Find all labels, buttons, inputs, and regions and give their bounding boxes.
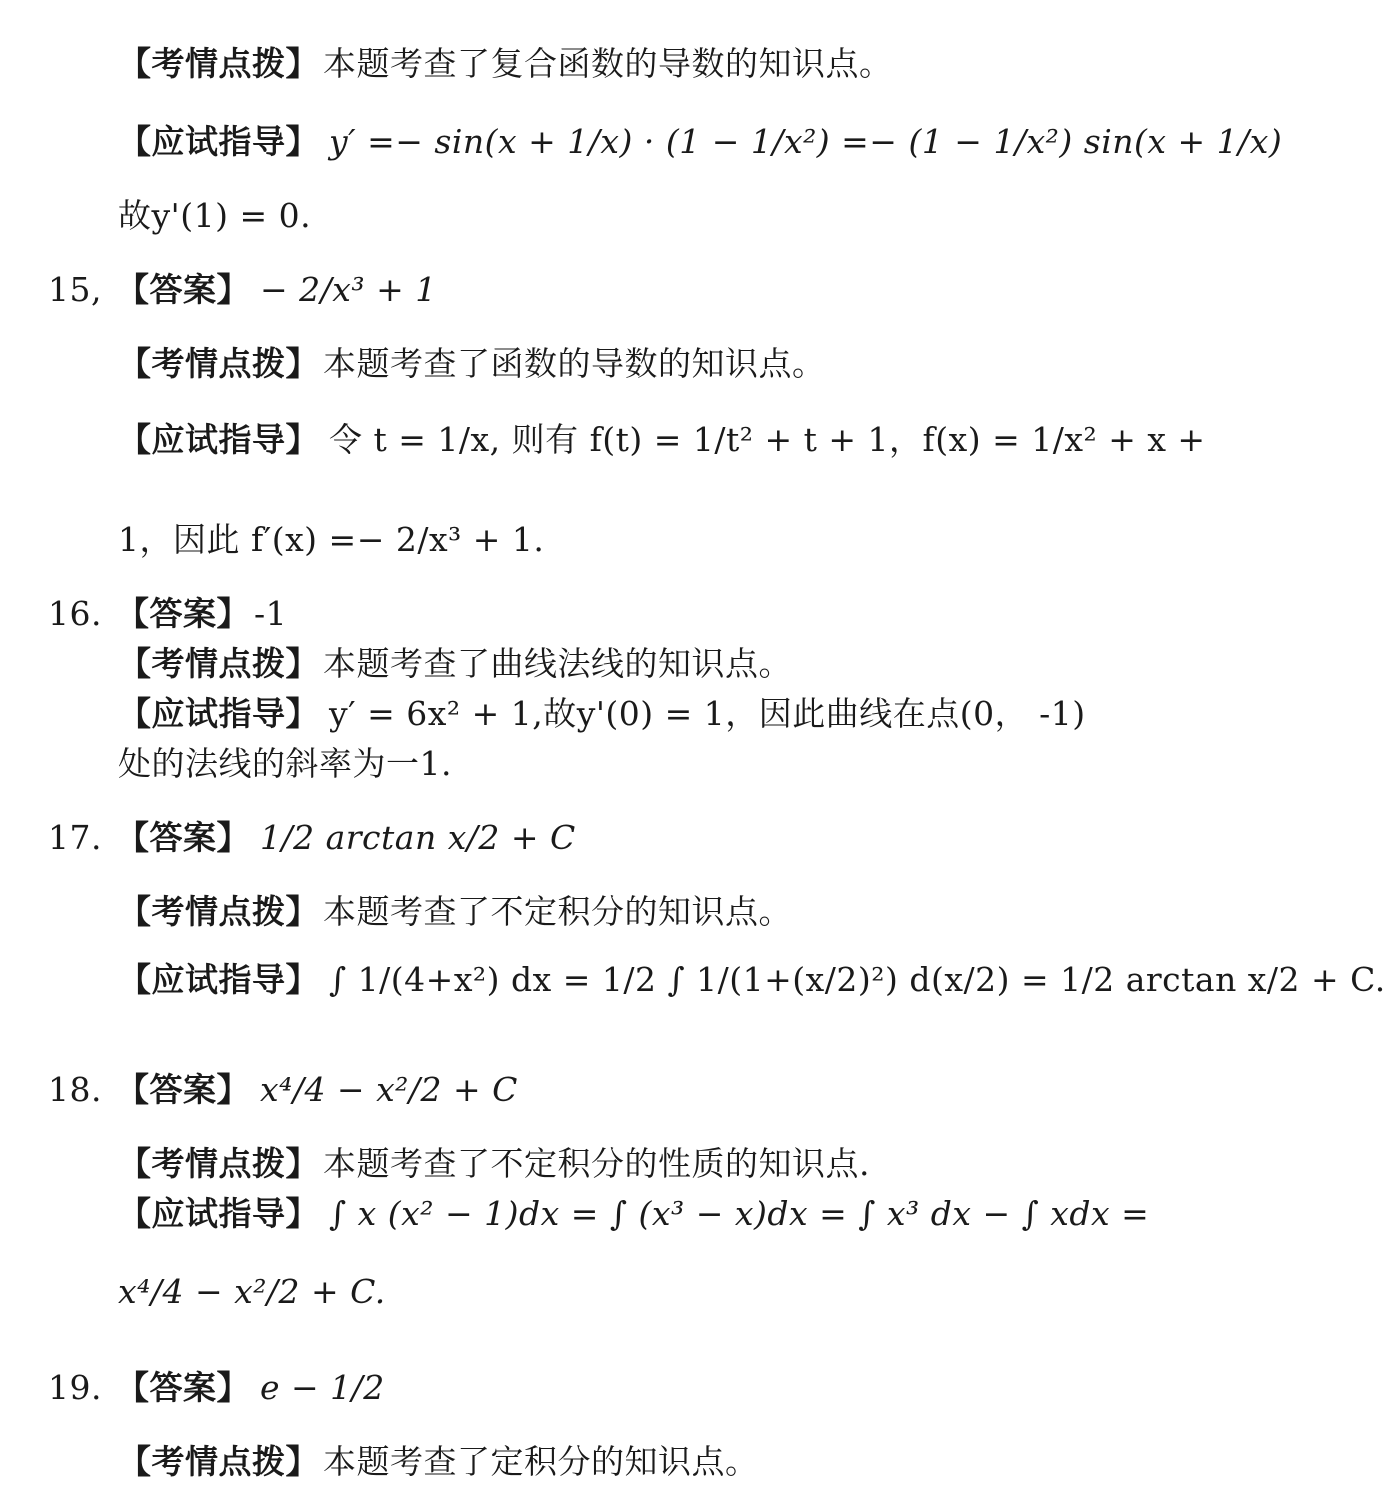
q16-yingshi-tag: 【应试指导】 — [118, 694, 319, 733]
q18-answer-math: x⁴/4 − x²/2 + C — [259, 1070, 518, 1109]
q15-kaoqing-line — [118, 344, 826, 384]
q18-yingshi-line — [118, 1194, 1149, 1234]
q14-yingshi-math: y′ =− sin(x + 1/x) · (1 − 1/x²) =− (1 − 1/x²) sin(x + 1/x) — [329, 122, 1283, 161]
q18-yingshi-tag: 【应试指导】 — [118, 1194, 319, 1233]
q14-kaoqing-tag: 【考情点拨】 — [118, 44, 319, 83]
q17-yingshi-math: ∫ 1/(4+x²) dx = 1/2 ∫ 1/(1+(x/2)²) d(x/2) = 1/2 arctan x/2 + C. — [329, 960, 1386, 999]
q16-answer-tag: 【答案】 — [115, 594, 250, 633]
q16-continuation: 处的法线的斜率为一1. — [118, 744, 452, 783]
q17-kaoqing-text: 本题考查了不定积分的知识点。 — [323, 892, 792, 931]
q14-conclusion: 故y'(1) = 0. — [118, 196, 312, 235]
q17-yingshi-line — [118, 960, 1386, 1000]
q16-kaoqing-line — [118, 644, 792, 684]
q17-answer-line — [48, 818, 576, 858]
q17-answer-tag: 【答案】 — [115, 818, 250, 857]
q18-kaoqing-tag: 【考情点拨】 — [118, 1144, 319, 1183]
q19-answer-math: e − 1/2 — [259, 1368, 385, 1407]
q14-yingshi-tag: 【应试指导】 — [118, 122, 319, 161]
q14-yingshi-line — [118, 122, 1282, 162]
q15-kaoqing-tag: 【考情点拨】 — [118, 344, 319, 383]
q18-answer-tag: 【答案】 — [115, 1070, 250, 1109]
q15-yingshi-tag: 【应试指导】 — [118, 420, 319, 459]
q16-yingshi-line — [118, 694, 1086, 734]
q18-kaoqing-text: 本题考查了不定积分的性质的知识点. — [323, 1144, 870, 1183]
q18-kaoqing-line — [118, 1144, 870, 1184]
q17-kaoqing-line — [118, 892, 792, 932]
q18-yingshi-math: ∫ x (x² − 1)dx = ∫ (x³ − x)dx = ∫ x³ dx − ∫ xdx = — [329, 1194, 1150, 1233]
q19-answer-line — [48, 1368, 385, 1408]
q15-answer-math: − 2/x³ + 1 — [259, 270, 437, 309]
q15-kaoqing-text: 本题考查了函数的导数的知识点。 — [323, 344, 826, 383]
q18-number: 18. — [48, 1070, 102, 1109]
q19-kaoqing-line — [118, 1442, 759, 1482]
q16-kaoqing-text: 本题考查了曲线法线的知识点。 — [323, 644, 792, 683]
q19-number: 19. — [48, 1368, 102, 1407]
q14-kaoqing-text: 本题考查了复合函数的导数的知识点。 — [323, 44, 893, 83]
q18-answer-line — [48, 1070, 518, 1110]
q17-number: 17. — [48, 818, 102, 857]
q17-yingshi-tag: 【应试指导】 — [118, 960, 319, 999]
q14-kaoqing-line — [118, 44, 893, 84]
q17-answer-math: 1/2 arctan x/2 + C — [259, 818, 576, 857]
q15-number: 15, — [48, 270, 102, 309]
q16-yingshi-text: y′ = 6x² + 1,故y'(0) = 1，因此曲线在点(0， -1) — [329, 694, 1086, 733]
q15-yingshi-text: 令 t = 1/x, 则有 f(t) = 1/t² + t + 1，f(x) = 1/x² + x + — [329, 420, 1206, 459]
q19-kaoqing-tag: 【考情点拨】 — [118, 1442, 319, 1481]
q15-continuation: 1，因此 f′(x) =− 2/x³ + 1. — [118, 520, 545, 559]
q15-answer-tag: 【答案】 — [115, 270, 250, 309]
q16-number: 16. — [48, 594, 102, 633]
q17-kaoqing-tag: 【考情点拨】 — [118, 892, 319, 931]
q15-answer-line — [48, 270, 437, 310]
q16-kaoqing-tag: 【考情点拨】 — [118, 644, 319, 683]
q15-yingshi-line — [118, 420, 1206, 460]
q19-kaoqing-text: 本题考查了定积分的知识点。 — [323, 1442, 759, 1481]
q16-answer-math: -1 — [253, 594, 288, 633]
q18-continuation — [118, 1272, 386, 1312]
q16-answer-line — [48, 594, 287, 634]
q18-continuation-math: x⁴/4 − x²/2 + C. — [118, 1272, 386, 1311]
q19-answer-tag: 【答案】 — [115, 1368, 250, 1407]
